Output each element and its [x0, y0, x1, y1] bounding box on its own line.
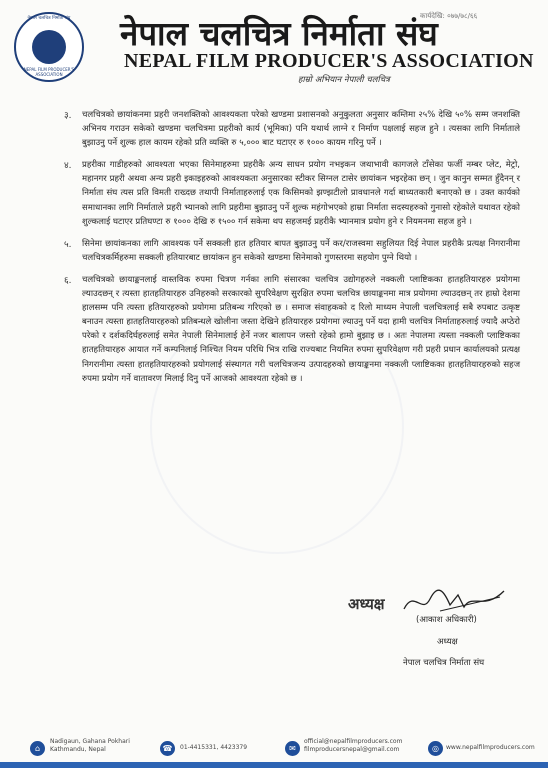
item-text: सिनेमा छायांकनका लागि आवश्यक पर्ने सक्कली हात हतियार बापत बुझाउनु पर्ने कर/राजस्वमा सहुलियत दिई नेपाल प्रहरीकै प्रत्यक्ष निगरानीमा चलचित्रकर्मिहरुमा सक्कली हतियारबाट छायांकन हुन सकेको खण्डमा सिनेमाको गुणस्तरमा सहयोग पुग्ने थियो । [82, 238, 520, 263]
list-item [50, 158, 520, 228]
signatory-title: अध्यक्ष [437, 637, 458, 647]
footer-phone: 01-4415331, 4423379 [180, 744, 248, 751]
list-item [50, 108, 520, 150]
logo-emblem-icon [32, 30, 66, 64]
footer-address [50, 738, 130, 754]
email-line-1: official@nepalfilmproducers.com [304, 738, 403, 745]
title-english: NEPAL FILM PRODUCER'S ASSOCIATION [124, 50, 534, 72]
signatory-organization: नेपाल चलचित्र निर्माता संघ [403, 658, 485, 668]
item-number: ५. [64, 239, 72, 250]
footer-website: www.nepalfilmproducers.com [446, 744, 535, 751]
signature-scrawl-icon [400, 585, 510, 617]
email-icon: ✉ [285, 741, 300, 756]
email-line-2: filmproducersnepal@gmail.com [304, 746, 400, 753]
list-item [50, 237, 520, 265]
logo-text-np: नेपाल चलचित्र निर्माता संघ [27, 16, 71, 21]
item-text: चलचित्रको छायाङ्कनलाई वास्तविक रुपमा चित्रण गर्नका लागि संसारका चलचित्र उद्योगहरुले नक्कली प्लाष्टिकका हातहतियारहरु प्रयोगमा ल्याउदछन् र त्यस्ता हातहतियारहरु उनिहरुको सरकारको सुपरिवेक्षण सुरक्षित रुपमा चलचित्र छायाङ्कनमा मात्र प्रयोगमा ल्याउदछन् तर हाम्रो देशमा हालसम्म पनि त्यस्ता हतियारहरुको प्रयोगमा प्रतिबन्ध गरिएको छ । समाज संवाहकको द रिलो माध्यम नेपाली चलचित्रलाई सबै रुपबाट उत्कृष्ट बनाउन त्यस्ता हातहतियारहरुको प्रतिबन्धले खोलीना जस्ता देखिने हतियारहरु प्रयोगमा ल्याउनु पर्ने यदा हामी चलचित्र निर्माताहरुलाई ज्यादै अप्ठेरो परेको र दर्शकदिर्घहरुलाई समेत नेपाली सिनेमालाई हेर्ने नजर बालापन जस्तो रहेको हामो बुझाइ छ । अतः नेपालमा त्यस्ता नक्कली प्लाष्टिकका हातहतियारहरु आयात गर्ने कम्पनिलाई निश्चित नियम परिधि भित्र राखि राज्यबाट नियमित रुपमा सुपरिवेक्षण गरी प्रहरी प्रधान कार्यालयको प्रत्यक्ष निगरानीमा त्यस्ता हातहतियारहरुको प्रयोगलाई संस्थागत गरी चलचित्रजन्य उत्पादहरुको छायाङ्कनमा नक्कली प्लाष्टिकका हातहतियारहरुको सहज रुपमा प्रयोग गर्ने वातावरण मिलाई दिनु पर्ने आजको आवश्यता रहेको छ । [82, 274, 520, 384]
address-line-2: Kathmandu, Nepal [50, 746, 106, 753]
location-icon: ⌂ [30, 741, 45, 756]
item-text: प्रहरीका गाडीहरुको आवश्यता भएका सिनेमाहरुमा प्रहरीकै अन्य साधन प्रयोग नभइकन जथाभावी कागजले टाँसेका फर्जी नम्बर प्लेट, मेट्रो, महानगर प्रहरी अथवा अन्य प्रहरी इकाइहरुको आवश्यकता अनुसारका स्टीकर सिग्नल टासेर छायांकन भइरहेका छन् । जुन कानुन सम्मत हुँदैनन् र निर्माता संघ त्यस प्रति विमती राख्दछ तथापी निर्माताहरुलाई एक किसिमको झण्झटीलो प्रावधानले गर्दा बाध्यतकारी बनाएको छ । उक्त कार्यको समाधानका लागि निर्माताले प्रहरी भ्यानको लागि प्रहरीमा बुझाउनु पर्ने शुल्क महंगोभएको हाम्रा निर्माता सदस्यहरुको गुनासो रहेकोले यथावत रहेको शुल्कलाई घटाएर प्रतिघण्टा रु १००० देखि रु १५०० गर्न सकेमा थप सहजमई प्रहरीकै भ्यानमात्र प्रयोग हुने र नियमनमा सहज हुने । [82, 160, 520, 227]
signature-handwritten-title: अध्यक्ष [348, 595, 385, 613]
tagline: हाम्रो अभियान नेपाली चलचित्र [298, 75, 390, 85]
phone-icon: ☎ [160, 741, 175, 756]
item-number: ४. [64, 161, 72, 172]
item-text: चलचित्रको छायांकनमा प्रहरी जनशक्तिको आवश्यकता परेको खण्डमा प्रशासनको अनुकुलता अनुसार कम्तिमा २५% देखि ५०% सम्म जनशक्ति अभिनय गराउन सकेको खण्डमा चलचित्रमा प्रहरीको कार्य (भूमिका) पनि यथार्थ लाग्ने र निर्माण पक्षलाई सहज हुने । त्यसका लागि निर्माताले बुझाउनु पर्ने शुल्क हाल कायम रहेको प्रति व्यक्ति रु ५,००० बाट घटाएर रु १००० कायम गरिनु पर्ने । [82, 110, 520, 149]
logo-text-en: NEPAL FILM PRODUCER'S ASSOCIATION [23, 67, 75, 77]
letterhead [0, 0, 548, 92]
item-number: ६. [64, 275, 72, 286]
footer-bar [0, 762, 548, 768]
reference-number: कार्यदेखि: ०७७/७८/६६ [420, 12, 478, 20]
association-logo [14, 12, 84, 82]
footer [0, 732, 548, 762]
footer-email [304, 738, 402, 754]
address-line-1: Nadigaun, Gahana Pokhari [50, 738, 130, 745]
globe-icon: ◎ [428, 741, 443, 756]
list-item [50, 273, 520, 386]
signatory-name: (आकाश अधिकारी) [416, 615, 477, 625]
item-number: ३. [64, 111, 72, 121]
letter-body [50, 108, 520, 394]
title-nepali: नेपाल चलचित्र निर्माता संघ [120, 14, 438, 53]
